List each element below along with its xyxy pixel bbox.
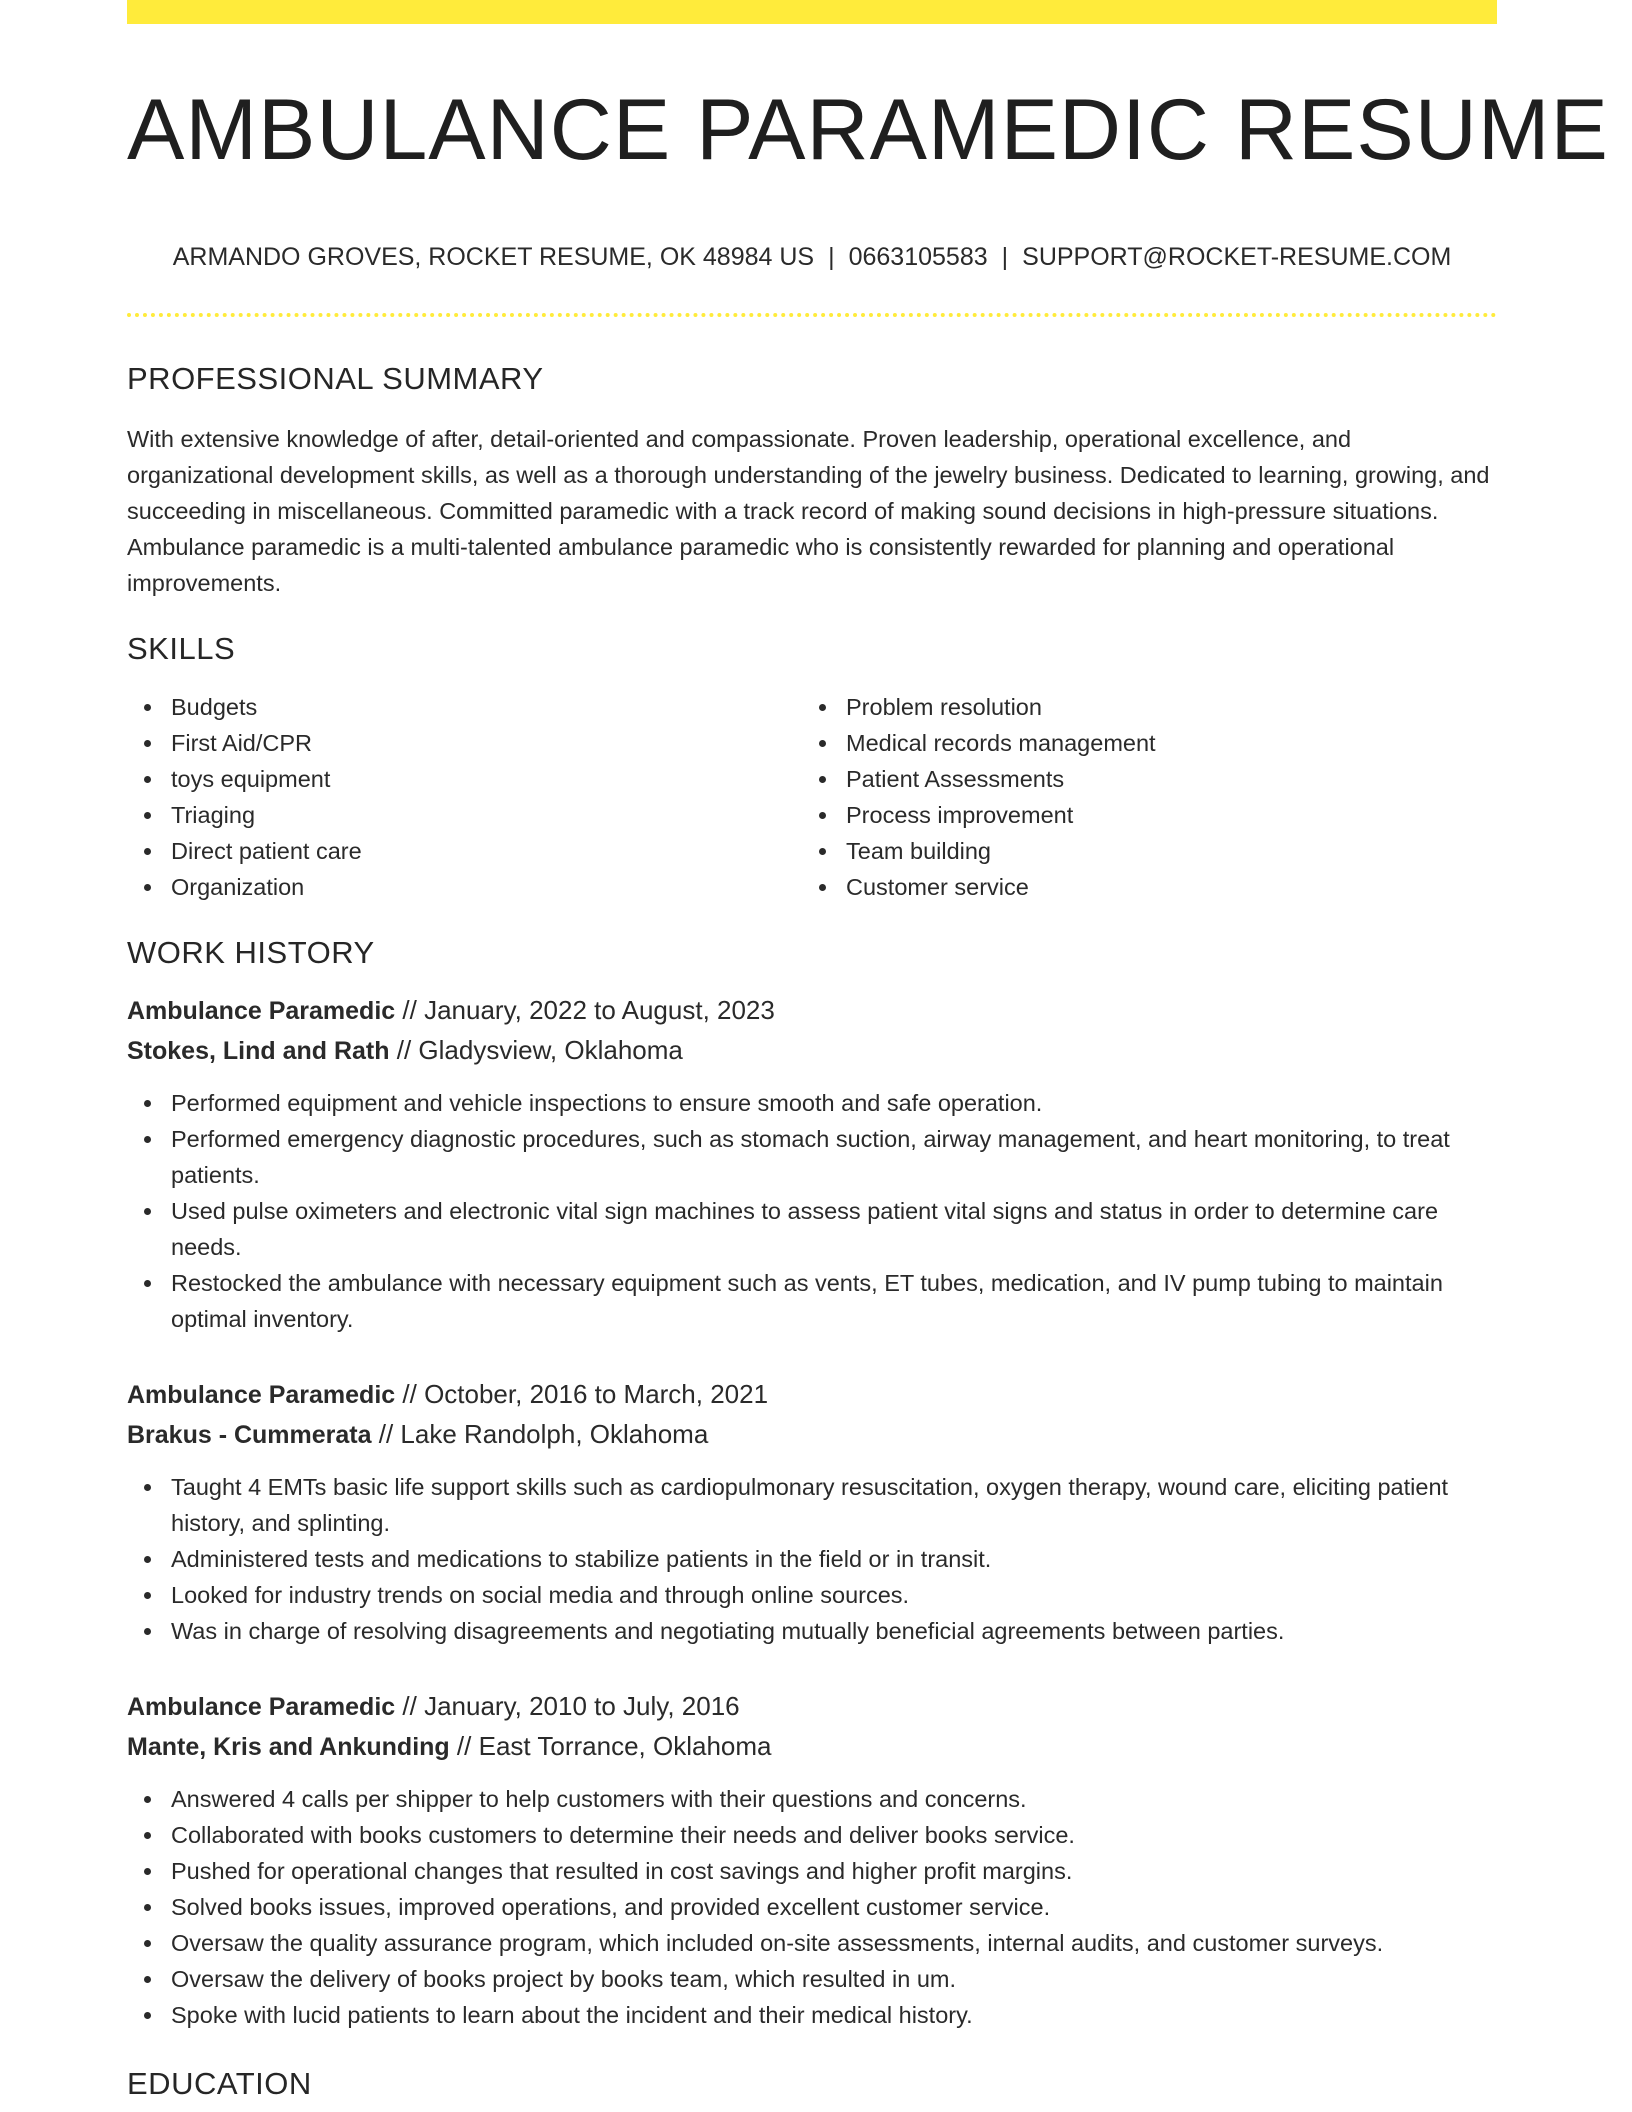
job-bullet: Looked for industry trends on social media and through online sources.	[171, 1577, 1497, 1613]
job-location: // Lake Randolph, Oklahoma	[371, 1419, 709, 1449]
skills-grid	[127, 689, 1497, 905]
skill-item: Problem resolution	[846, 689, 1477, 725]
job-company: Mante, Kris and Ankunding	[127, 1733, 450, 1761]
job-entry	[127, 1687, 1497, 2033]
summary-heading: PROFESSIONAL SUMMARY	[127, 361, 544, 396]
resume-title: AMBULANCE PARAMEDIC RESUME	[127, 82, 1609, 178]
job-bullet: Used pulse oximeters and electronic vital sign machines to assess patient vital signs and status in order to determine care needs.	[171, 1193, 1497, 1265]
skill-item: Budgets	[171, 689, 802, 725]
skill-item: Medical records management	[846, 725, 1477, 761]
job-bullet: Performed equipment and vehicle inspections to ensure smooth and safe operation.	[171, 1085, 1497, 1121]
job-bullet: Was in charge of resolving disagreements and negotiating mutually beneficial agreements between parties.	[171, 1613, 1497, 1649]
job-dates: // January, 2022 to August, 2023	[395, 995, 775, 1025]
contact-address: ARMANDO GROVES, ROCKET RESUME, OK 48984 US	[172, 243, 815, 271]
job-bullet: Answered 4 calls per shipper to help customers with their questions and concerns.	[171, 1781, 1497, 1817]
job-company: Stokes, Lind and Rath	[127, 1037, 390, 1065]
contact-email: SUPPORT@ROCKET-RESUME.COM	[1022, 243, 1452, 271]
job-company: Brakus - Cummerata	[127, 1421, 372, 1449]
skills-list-right	[802, 689, 1477, 905]
job-bullet: Oversaw the delivery of books project by books team, which resulted in um.	[171, 1961, 1497, 1997]
job-bullet: Collaborated with books customers to determine their needs and deliver books service.	[171, 1817, 1497, 1853]
skills-heading: SKILLS	[127, 631, 236, 666]
skills-list-left	[127, 689, 802, 905]
skill-item: Process improvement	[846, 797, 1477, 833]
contact-line	[127, 242, 1497, 272]
job-bullet: Spoke with lucid patients to learn about the incident and their medical history.	[171, 1997, 1497, 2033]
job-bullet: Pushed for operational changes that resulted in cost savings and higher profit margins.	[171, 1853, 1497, 1889]
job-bullet: Solved books issues, improved operations, and provided excellent customer service.	[171, 1889, 1497, 1925]
job-title-line	[127, 1687, 1497, 1727]
skill-item: Direct patient care	[171, 833, 802, 869]
job-title: Ambulance Paramedic	[127, 1381, 396, 1409]
skill-item: First Aid/CPR	[171, 725, 802, 761]
job-bullets	[127, 1781, 1497, 2033]
job-location: // East Torrance, Oklahoma	[449, 1731, 772, 1761]
job-entry	[127, 991, 1497, 1337]
job-company-line	[127, 1727, 1497, 1767]
job-bullets	[127, 1085, 1497, 1337]
contact-phone: 0663105583	[848, 243, 988, 271]
job-bullets	[127, 1469, 1497, 1649]
job-dates: // January, 2010 to July, 2016	[395, 1691, 740, 1721]
work-history-heading: WORK HISTORY	[127, 935, 375, 970]
accent-top-bar	[127, 0, 1497, 24]
job-bullet: Performed emergency diagnostic procedures, such as stomach suction, airway management, and heart monitoring, to treat patients.	[171, 1121, 1497, 1193]
job-dates: // October, 2016 to March, 2021	[395, 1379, 769, 1409]
job-company-line	[127, 1415, 1497, 1455]
job-title-line	[127, 1375, 1497, 1415]
job-entry	[127, 1375, 1497, 1649]
contact-separator: |	[828, 243, 835, 271]
skill-item: Patient Assessments	[846, 761, 1477, 797]
job-bullet: Taught 4 EMTs basic life support skills such as cardiopulmonary resuscitation, oxygen therapy, wound care, eliciting patient history, and splinting.	[171, 1469, 1497, 1541]
dotted-divider	[127, 313, 1497, 317]
education-heading: EDUCATION	[127, 2066, 312, 2101]
contact-separator: |	[1001, 243, 1009, 271]
job-location: // Gladysview, Oklahoma	[389, 1035, 683, 1065]
skill-item: Team building	[846, 833, 1477, 869]
job-bullet: Administered tests and medications to stabilize patients in the field or in transit.	[171, 1541, 1497, 1577]
job-bullet: Restocked the ambulance with necessary equipment such as vents, ET tubes, medication, and IV pump tubing to maintain optimal inventory.	[171, 1265, 1497, 1337]
job-title-line	[127, 991, 1497, 1031]
resume-content	[127, 24, 1609, 2102]
summary-text: With extensive knowledge of after, detail-oriented and compassionate. Proven leadership, operational excellence, and organizational development skills, as well as a thorough understanding of the jewelry business. Dedicated to learning, growing, and succeeding in miscellaneous. Committed paramedic with a track record of making sound decisions in high-pressure situations. Ambulance paramedic is a multi-talented ambulance paramedic who is consistently rewarded for planning and operational improvements.	[127, 426, 1490, 596]
skill-item: Organization	[171, 869, 802, 905]
skill-item: Triaging	[171, 797, 802, 833]
job-title: Ambulance Paramedic	[127, 1693, 396, 1721]
skill-item: toys equipment	[171, 761, 802, 797]
job-company-line	[127, 1031, 1497, 1071]
job-title: Ambulance Paramedic	[127, 997, 396, 1025]
job-bullet: Oversaw the quality assurance program, which included on-site assessments, internal audits, and customer surveys.	[171, 1925, 1497, 1961]
skill-item: Customer service	[846, 869, 1477, 905]
